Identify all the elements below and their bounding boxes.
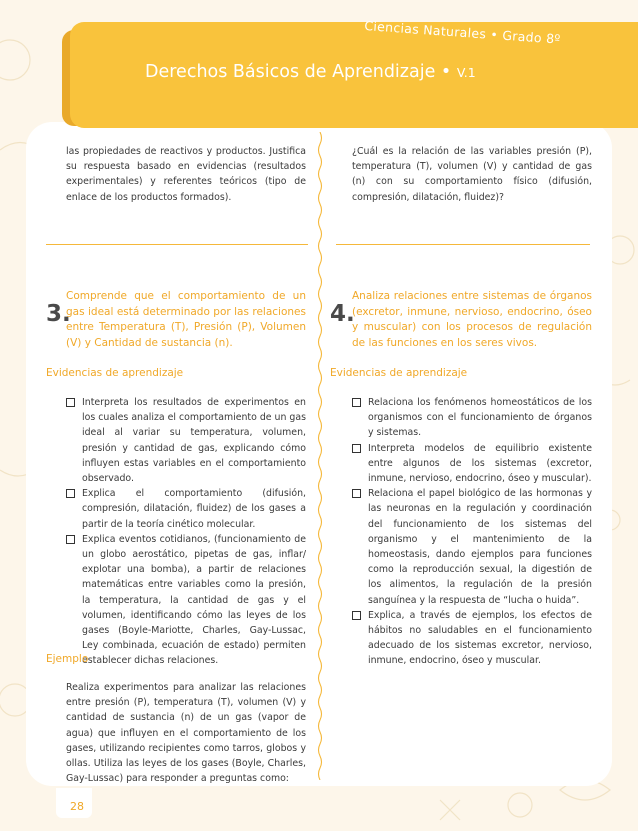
evidence-text: Explica eventos cotidianos, (funcionamiento de un globo aerostático, pipetas de gas, inflar/ explotar una bomba), a partir de relaciones matemáticas entre variables como la presión, la temperatura, la cantidad de gas y el volumen, identificando cómo las leyes de los gases (Boyle-Mariotte, Charles, Gay-Lussac, Ley combinada, ecuación de estado) permiten establecer dichas relaciones. [82,533,306,667]
right-intro-text: ¿Cuál es la relación de las variables presión (P), temperatura (T), volumen (V) y cantidad de gas (n) con su comportamiento físico (difusión, compresión, dilatación, fluidez)? [352,146,592,203]
subject-label: Ciencias Naturales [363,18,487,42]
list-item [66,395,306,486]
column-divider [317,132,323,780]
competence-4-text: Analiza relaciones entre sistemas de órganos (excretor, inmune, nervioso, endocrino, óseo y muscular) con los procesos de regulación de las funciones en los seres vivos. [352,290,592,349]
evidence-text: Relaciona los fenómenos homeostáticos de los organismos con el funcionamiento de órganos y sistemas. [368,397,592,439]
checkbox-bullet-icon [66,535,75,544]
checkbox-bullet-icon [352,489,361,498]
checkbox-bullet-icon [66,489,75,498]
grade-label: Grado 8º [501,27,562,47]
evidence-text: Explica, a través de ejemplos, los efectos de hábitos no saludables en el funcionamiento adecuado de los sistemas excretor, nervioso, inmune, endocrino, óseo y muscular. [368,609,592,667]
right-separator [336,244,590,245]
checkbox-bullet-icon [66,398,75,407]
right-evidence-label: Evidencias de aprendizaje [330,367,468,379]
competence-3-text: Comprende que el comportamiento de un gas ideal está determinado por las relaciones entre Temperatura (T), Presión (P), Volumen (V) y Cantidad de sustancia (n). [66,290,306,349]
list-item [352,486,592,608]
example-text: Realiza experimentos para analizar las relaciones entre presión (P), temperatura (T), volumen (V) y cantidad de sustancia (n) de un gas (vapor de agua) que influyen en el comportamiento de los gases, utilizando recipientes como tarros, globos y ollas. Utiliza las leyes de los gases (Boyle, Charles, Gay-Lussac) para responder a preguntas como: [66,682,306,785]
list-item [66,486,306,532]
left-separator [46,244,308,245]
header-bullet: • [489,26,499,43]
version-label: V.1 [456,65,476,80]
evidence-text: Relaciona el papel biológico de las hormonas y las neuronas en la regulación y coordinación del funcionamiento de los sistemas del organismo y el mantenimiento de la homeostasis, dando ejemplos para funciones como la reproducción sexual, la digestión de los alimentos, la regulación de la presión sanguínea y la respuesta de “lucha o huida”. [368,488,592,606]
list-item [352,395,592,441]
evidence-text: Interpreta modelos de equilibrio existente entre algunos de los sistemas (excretor, inmune, nervioso, endocrino, óseo y muscular). [368,442,592,485]
checkbox-bullet-icon [352,611,361,620]
right-evidence-list [352,395,592,669]
checkbox-bullet-icon [352,444,361,453]
example-label: Ejemplo [46,653,89,665]
checkbox-bullet-icon [352,398,361,407]
evidence-text: Interpreta los resultados de experimentos en los cuales analiza el comportamiento de un gas ideal al variar su temperatura, volumen, presión y cantidad de gas, explicando cómo influyen estas variables en el comportamiento observado. [82,397,306,485]
competence-3-number: 3. [46,301,71,327]
list-item [352,608,592,669]
left-evidence-label: Evidencias de aprendizaje [46,367,184,379]
title-bullet: • [440,62,452,82]
list-item [352,441,592,487]
title-text: Derechos Básicos de Aprendizaje [145,62,436,82]
list-item [66,532,306,669]
page-title [145,62,476,82]
competence-4-number: 4. [330,301,355,327]
evidence-text: Explica el comportamiento (difusión, compresión, dilatación, fluidez) de los gases a partir de la teoría cinético molecular. [82,488,306,530]
left-intro-text: las propiedades de reactivos y productos. Justifica su respuesta basado en evidencias (resultados experimentales) y referentes teóricos (tipo de enlace de los productos formados). [66,146,306,203]
page-number: 28 [70,800,84,813]
left-evidence-list [66,395,306,669]
